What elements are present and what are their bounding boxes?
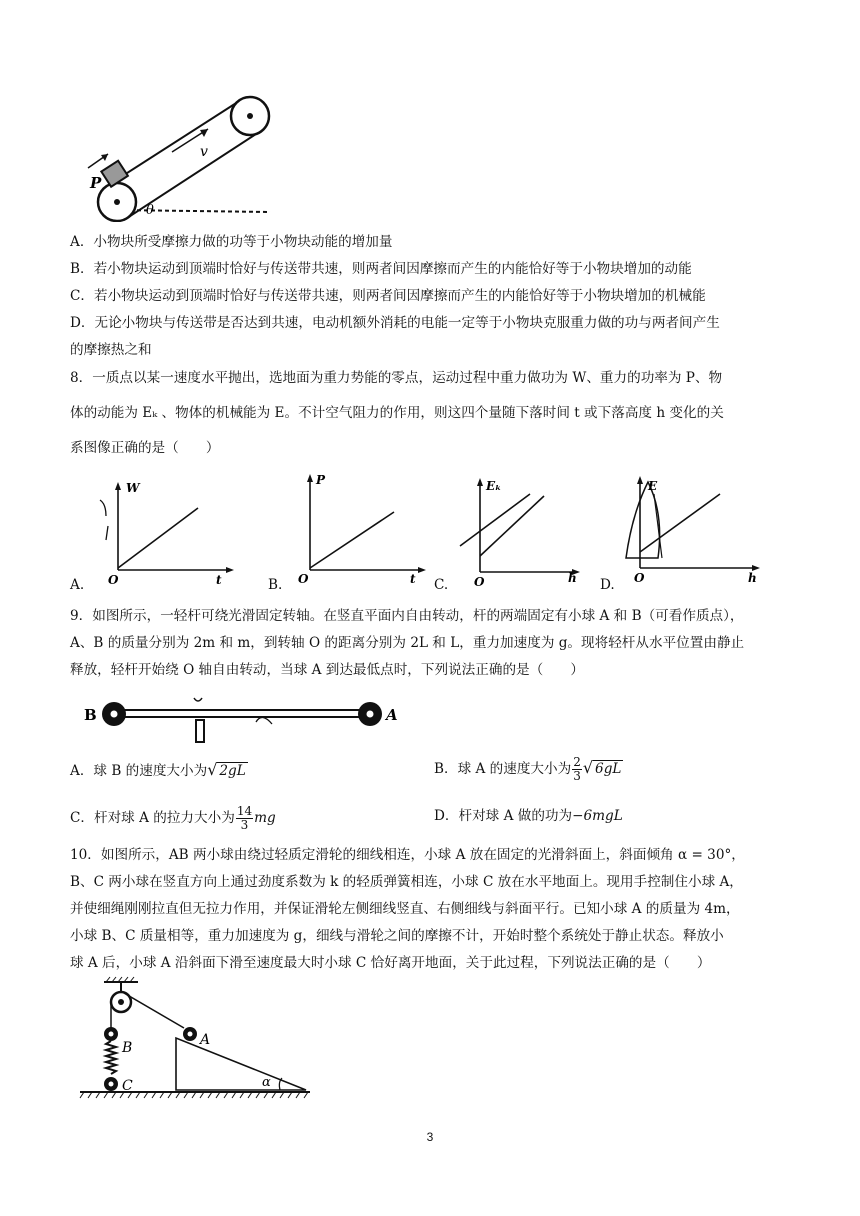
graph-d-xlabel: h [748,571,757,584]
graph-c-line-2 [480,496,544,556]
q9-option-a[interactable]: A．球 B 的速度大小为√ 2gL [70,760,246,779]
q7-option-a[interactable]: A．小物块所受摩擦力做的功等于小物块动能的增加量 [70,234,393,250]
q8-stem-line-1: 8．一质点以某一速度水平抛出，选地面为重力势能的零点，运动过程中重力做功为 W、重力的功率为 P、物 [70,370,723,386]
q9-option-a-text: A．球 B 的速度大小为 [70,763,208,779]
q9-option-d-value: −6mgL [572,808,623,824]
q7-option-d[interactable]: D．无论小物块与传送带是否达到共速，电动机额外消耗的电能一定等于小物块克服重力做的功与两者间产生 [70,315,720,331]
graph-a-ylabel: W [126,481,140,495]
q9-option-b-fraction: $\frac{2}{3}$ [573,755,581,783]
q7-option-d-cont: 的摩擦热之和 [70,342,152,358]
q10-stem-line-2: B、C 两小球在竖直方向上通过劲度系数为 k 的轻质弹簧相连，小球 C 放在水平地面上。现用手控制住小球 A， [70,874,743,890]
graph-c-xlabel: h [568,571,577,585]
q9-option-c[interactable] [70,805,276,832]
q8-option-d-label[interactable]: D. [600,577,615,593]
q8-option-a-label[interactable]: A. [70,577,85,593]
q8-option-b-label[interactable]: B. [268,577,283,593]
q9-option-c-text: C．杆对球 A 的拉力大小为 [70,810,235,826]
q9-option-b-radicand: 6gL [595,761,622,777]
q7-option-b[interactable]: B．若小物块运动到顶端时恰好与传送带共速，则两者间因摩擦而产生的内能恰好等于小物块增加的动能 [70,261,692,277]
incline-label-c: C [122,1078,133,1094]
q8-stem-line-2: 体的动能为 Eₖ 、物体的机械能为 E。不计空气阻力的作用，则这四个量随下落时间 t 或下落高度 h 变化的关 [70,405,724,421]
spring [106,1041,116,1074]
label-p: P [90,174,102,192]
rod-label-a: A [386,706,398,724]
graph-b-line [310,512,394,568]
pulley-incline-figure [76,976,312,1102]
graph-d-origin: O [634,571,645,584]
graph-c-ylabel: Eₖ [486,479,502,493]
q7-option-c[interactable]: C．若小物块运动到顶端时恰好与传送带共速，则两者间因摩擦而产生的内能恰好等于小物块增加的机械能 [70,288,706,304]
incline-label-b: B [122,1040,133,1056]
q8-option-c-label[interactable]: C. [434,577,449,593]
graph-d-ylabel: E [648,479,658,493]
q9-option-b[interactable]: B．球 A 的速度大小为 $\frac{2}{3}$ √ 6gL [434,755,622,783]
graph-b-origin: O [298,572,309,586]
graph-d-line [640,494,720,552]
q9-option-c-fraction: $\frac{14}{3}$ [236,804,253,832]
q9-stem-line-3: 释放，轻杆开始绕 O 轴自由转动，当球 A 到达最低点时，下列说法正确的是（ ） [70,662,585,678]
rope [124,993,184,1028]
q10-stem-line-5: 球 A 后，小球 A 沿斜面下滑至速度最大时小球 C 恰好离开地面，关于此过程，下列说法正确的是（ ） [70,955,711,971]
graph-b-xlabel: t [410,572,416,586]
rod-label-b: B [84,706,97,724]
q9-option-d-text: D．杆对球 A 做的功为 [434,808,573,824]
page-number: 3 [426,1130,434,1144]
q9-option-d[interactable] [434,806,623,826]
graph-c-origin: O [474,575,485,586]
q9-stem-line-2: A、B 的质量分别为 2m 和 m，到转轴 O 的距离分别为 2L 和 L，重力加速度为 g。现将轻杆从水平位置由静止 [70,635,745,651]
pivot-o [196,720,204,742]
graph-a-origin: O [108,573,119,586]
rotating-rod-figure [84,690,404,750]
block-p [101,161,128,187]
q10-stem-line-1: 10．如图所示，AB 两小球由绕过轻质定滑轮的细线相连，小球 A 放在固定的光滑斜面上，斜面倾角 α = 30°， [70,847,745,863]
q10-stem-line-4: 小球 B、C 质量相等，重力加速度为 g，细线与滑轮之间的摩擦不计，开始时整个系统处于静止状态。释放小 [70,928,724,944]
q8-stem-line-3: 系图像正确的是（ ） [70,440,220,456]
q8-graph-a[interactable] [88,478,238,586]
label-theta: θ [146,203,154,218]
q8-graph-b[interactable] [284,470,434,586]
q9-stem-line-1: 9．如图所示，一轻杆可绕光滑固定转轴。在竖直平面内自由转动，杆的两端固定有小球 A 和 B（可看作质点）， [70,608,744,624]
q10-stem-line-3: 并使细绳刚刚拉直但无拉力作用，并保证滑轮左侧细线竖直、右侧细线与斜面平行。已知小球 A 的质量为 4m， [70,901,740,917]
incline [176,1038,306,1090]
graph-b-ylabel: P [316,473,326,487]
incline-label-a: A [200,1032,211,1048]
graph-a-xlabel: t [216,573,222,586]
incline-label-alpha: α [262,1075,271,1090]
graph-a-line [118,508,198,568]
label-v: v [200,144,208,160]
q9-option-a-radicand: 2gL [219,763,246,779]
conveyor-belt-figure [80,92,280,222]
q8-graph-c[interactable] [452,474,592,586]
q9-option-b-text: B．球 A 的速度大小为 [434,761,572,777]
q8-graph-d[interactable] [618,474,768,584]
q9-option-c-unit: mg [254,810,276,826]
